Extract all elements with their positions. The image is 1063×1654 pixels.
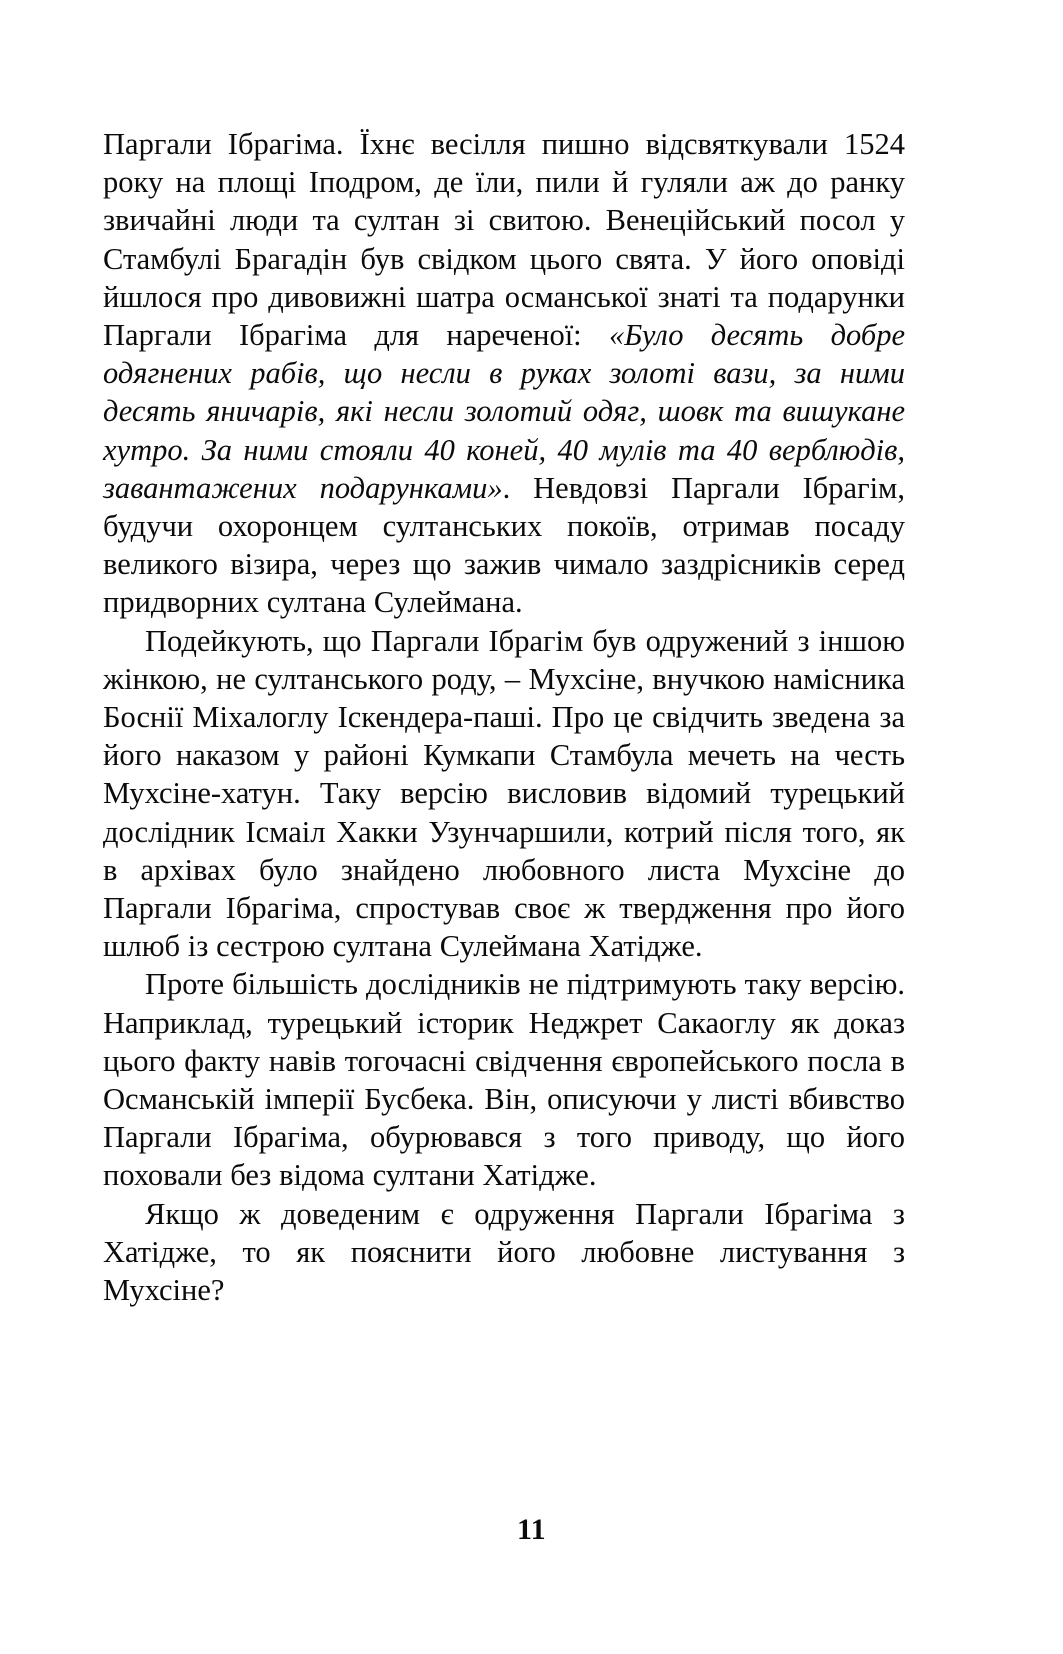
paragraph-1-run-1: Паргали Ібрагіма. Їхнє весілля пишно відсвяткували 1524 року на площі Іподром, де їли, пили й гуляли аж до ранку звичайні люди та султан зі свитою. Венеційський посол у Стамбулі Брагадін був свідком цього свята. У його оповіді йшлося про дивовижні шатра османської знаті та подарунки Паргали Ібрагіма для нареченої: [103, 127, 905, 353]
paragraph-2 [103, 622, 905, 966]
paragraph-1-quote-italic: «Було десять добре одягнених рабів, що несли в руках золоті вази, за ними десять яничарів, які несли золотий одяг, шовк та вишукане хутро. За ними стояли 40 коней, 40 мулів та 40 верблюдів, завантажених подарунками» [103, 318, 905, 505]
paragraph-4 [103, 1195, 905, 1310]
paragraph-4-run-1: Якщо ж доведеним є одруження Паргали Ібрагіма з Хатідже, то як пояснити його любовне листування з Мухсіне? [103, 1196, 905, 1308]
page-number: 11 [517, 1513, 546, 1546]
paragraph-3-run-1: Проте більшість дослідників не підтримують таку версію. Наприклад, турецький історик Неджрет Сакаоглу як доказ цього факту навів тогочасні свідчення європейського посла в Османській імперії Бусбека. Він, описуючи у листі вбивство Паргали Ібрагіма, обурювався з того приводу, що його поховали без відома султани Хатідже. [103, 967, 905, 1193]
paragraph-1 [103, 125, 905, 622]
paragraph-2-run-1: Подейкують, що Паргали Ібрагім був одружений з іншою жінкою, не султанського роду, – Мухсіне, внучкою намісника Боснії Міхалоглу Іскендера-паші. Про це свідчить зведена за його наказом у районі Кумкапи Стамбула мечеть на честь Мухсіне-хатун. Таку версію висловив відомий турецький дослідник Ісмаіл Хакки Узунчаршили, котрий після того, як в архівах було знайдено любовного листа Мухсіне до Паргали Ібрагіма, спростував своє ж твердження про його шлюб із сестрою султана Сулеймана Хатідже. [103, 623, 905, 964]
paragraph-1-run-3: . Невдовзі Паргали Ібрагім, будучи охоронцем султанських покоїв, отримав посаду великого візира, через що зажив чимало заздрісників серед придворних султана Сулеймана. [103, 470, 905, 620]
page-text-body [103, 125, 905, 1309]
paragraph-3 [103, 965, 905, 1194]
